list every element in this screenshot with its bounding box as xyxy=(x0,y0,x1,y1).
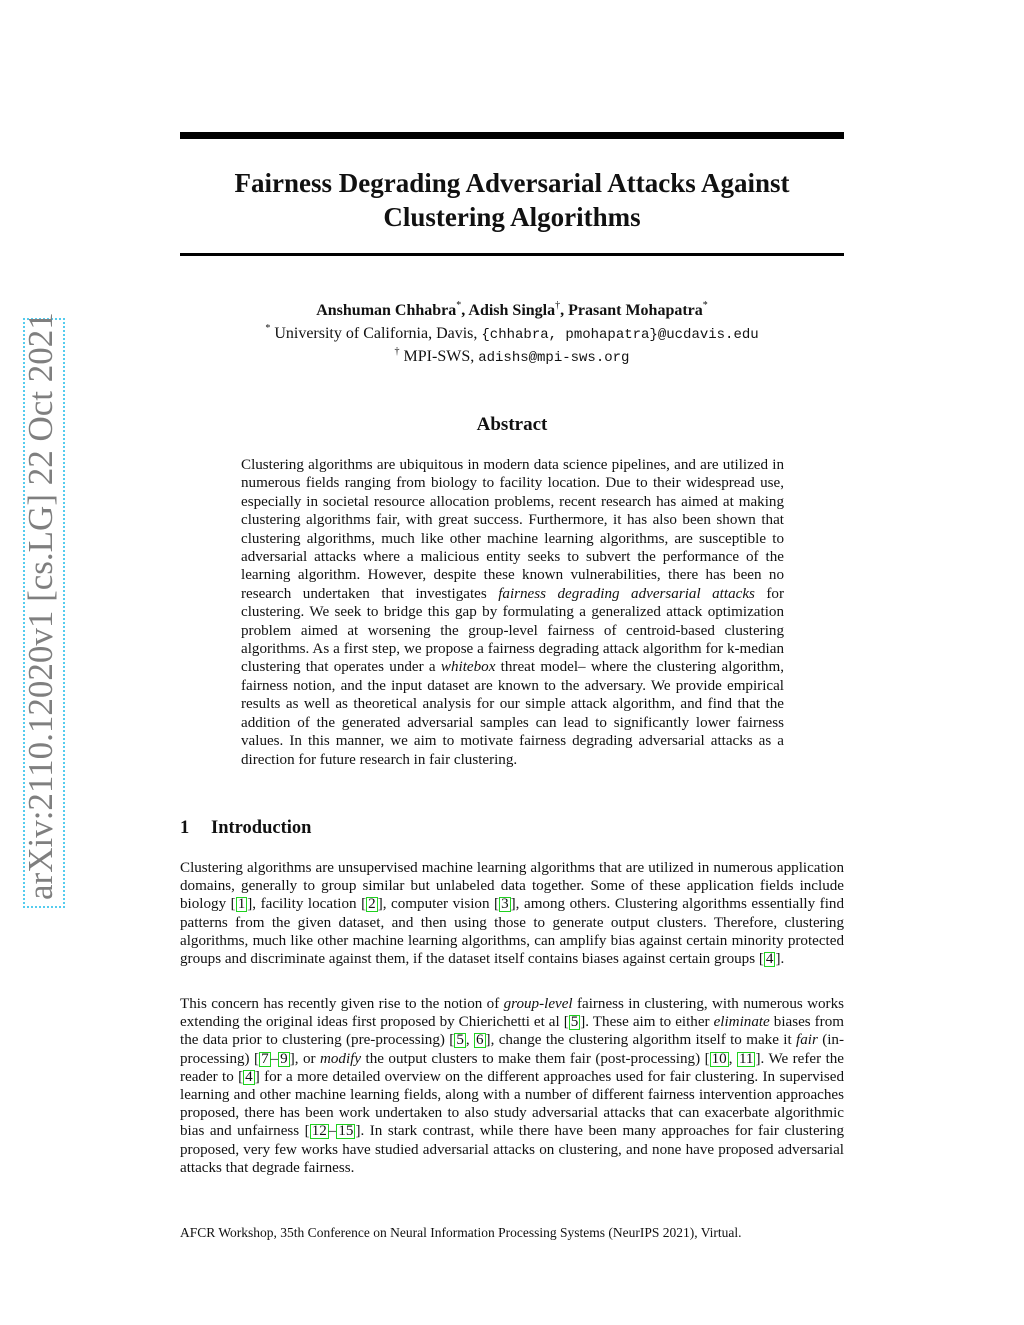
body-text: ] for a more detailed overview on the different approaches used for fair clustering. In supervised learning and other machine learning fields, along with a number of different fairness intervention approaches proposed, there has been work undertaken to also study adversarial attacks that can exacerbate algorithmic bias and unfairness [ xyxy=(180,1068,844,1140)
intro-paragraph-2 xyxy=(180,995,844,1177)
body-text: fairness in clustering, with numerous works extending the original ideas first proposed by Chierichetti et al [ xyxy=(180,996,845,1031)
body-text: ], among others. Clustering algorithms essentially find patterns from the given dataset, and then using those to generate output clusters. Therefore, clustering algorithms, much like other machine learning algorithms, can amplify bias against certain minority protected groups and discriminate against them, if the dataset itself contains biases against certain groups [ xyxy=(180,896,845,968)
body-text: ], computer vision [ xyxy=(377,896,500,913)
affiliation-text: MPI-SWS, xyxy=(403,348,479,365)
body-text: ], facility location [ xyxy=(247,896,367,913)
body-text: (in-processing) [ xyxy=(180,1032,844,1067)
intro-paragraph-1 xyxy=(180,859,844,968)
body-text: ]. xyxy=(775,951,785,968)
author-name: Adish Singla xyxy=(468,302,556,319)
body-text: Clustering algorithms are unsupervised machine learning algorithms that are utilized in numerous application domains, generally to group similar but unlabeled data together. Some of these application fields include biology [ xyxy=(180,860,844,913)
affiliation-mark: * xyxy=(265,323,271,334)
section-title: Introduction xyxy=(211,818,312,838)
author-separator: , xyxy=(560,302,569,319)
author-name: Prasant Mohapatra xyxy=(568,302,703,319)
body-text: ]. We refer the reader to [ xyxy=(180,1050,845,1085)
section-heading-introduction xyxy=(180,817,311,839)
body-text: ], or xyxy=(289,1050,320,1067)
arxiv-identifier: arXiv:2110.12020v1 [cs.LG] 22 Oct 2021 xyxy=(21,312,60,900)
title-rule-bottom xyxy=(180,253,844,256)
affiliation-text: University of California, Davis, xyxy=(274,325,482,342)
abstract-text: Clustering algorithms are ubiquitous in modern data science pipelines, and are utilized in numerous fields ranging from biology to facility location. Due to their widespread use, especially in societal resource allocation problems, recent research has aimed at making clustering algorithms fair, with great success. Furthermore, it has also been shown that clustering algorithms, much like other machine learning algorithms, are susceptible to adversarial attacks where a malicious entity seeks to subvert the performance of the learning algorithm. However, despite these known vulnerabilities, there has been no research undertaken that investigates xyxy=(241,457,784,602)
body-text: , xyxy=(465,1032,474,1049)
body-emphasis: modify xyxy=(319,1050,362,1067)
body-text: ], change the clustering algorithm itself to make it xyxy=(485,1032,797,1049)
title-line-1: Fairness Degrading Adversarial Attacks Against xyxy=(234,168,790,198)
author-separator: , xyxy=(461,302,469,319)
author-name: Anshuman Chhabra xyxy=(316,302,457,319)
abstract-emphasis: fairness degrading adversarial attacks xyxy=(498,585,755,602)
citation-link[interactable]: 4 xyxy=(765,951,774,968)
affiliation-2 xyxy=(180,347,844,368)
paper-title xyxy=(180,166,844,234)
citation-link[interactable]: 9 xyxy=(280,1050,288,1067)
body-text: ]. These aim to either xyxy=(580,1014,714,1031)
body-text: – xyxy=(270,1050,279,1067)
abstract-body xyxy=(241,456,784,769)
citation-link[interactable]: 4 xyxy=(245,1068,253,1085)
abstract-text: for clustering. We seek to bridge this gap by formulating a generalized attack optimization problem aimed at worsening the group-level fairness of centroid-based clustering algorithms. As a first step, we propose a fairness degrading attack algorithm for k-median clustering that operates under a xyxy=(241,585,784,676)
body-text: – xyxy=(328,1123,337,1140)
body-emphasis: eliminate xyxy=(713,1014,770,1031)
abstract-emphasis: whitebox xyxy=(440,659,496,676)
citation-link[interactable]: 6 xyxy=(476,1032,484,1049)
affiliation-mark: * xyxy=(456,300,462,311)
body-emphasis: group-level xyxy=(503,996,573,1012)
affiliation-1 xyxy=(180,324,844,345)
body-text: biases from the data prior to clustering (pre-processing) [ xyxy=(180,1014,844,1049)
body-text: This concern has recently given rise to the notion of xyxy=(180,996,504,1012)
citation-link[interactable]: 12 xyxy=(311,1123,327,1140)
body-text: , xyxy=(728,1050,737,1067)
title-line-2: Clustering Algorithms xyxy=(383,202,641,232)
email-address: adishs@mpi-sws.org xyxy=(478,350,630,366)
citation-link[interactable]: 5 xyxy=(456,1032,464,1049)
title-rule-top xyxy=(180,132,844,139)
abstract-text: threat model– where the clustering algorithm, fairness notion, and the input dataset are known to the adversary. We provide empirical results as well as theoretical analysis for our simple attack algorithm, and find that the addition of the generated adversarial samples can lead to significantly lower fairness values. In this manner, we aim to motivate fairness degrading adversarial attacks as a direction for future research in fair clustering. xyxy=(241,659,784,768)
citation-link[interactable]: 10 xyxy=(711,1050,727,1067)
citation-link[interactable]: 3 xyxy=(501,896,509,913)
section-number: 1 xyxy=(180,818,190,838)
citation-link[interactable]: 15 xyxy=(338,1123,354,1140)
affiliation-mark: † xyxy=(555,300,561,311)
venue-footnote: AFCR Workshop, 35th Conference on Neural Information Processing Systems (NeurIPS 2021), Virtual. xyxy=(180,1225,742,1240)
body-text: ]. In stark contrast, while there have been many approaches for fair clustering proposed, very few works have studied adversarial attacks on clustering, and none have proposed adversarial attacks that degrade fairness. xyxy=(180,1123,844,1176)
body-emphasis: fair xyxy=(796,1032,818,1049)
author-list xyxy=(180,301,844,321)
citation-link[interactable]: 7 xyxy=(261,1050,269,1067)
citation-link[interactable]: 1 xyxy=(237,896,246,913)
affiliation-mark: * xyxy=(702,300,708,311)
abstract-heading: Abstract xyxy=(476,414,548,435)
citation-link[interactable]: 2 xyxy=(368,896,376,913)
body-text: the output clusters to make them fair (post-processing) [ xyxy=(361,1050,710,1067)
citation-link[interactable]: 5 xyxy=(570,1014,579,1031)
citation-link[interactable]: 11 xyxy=(738,1050,754,1067)
affiliation-mark: † xyxy=(394,346,400,357)
email-address: {chhabra, pmohapatra}@ucdavis.edu xyxy=(481,327,759,343)
